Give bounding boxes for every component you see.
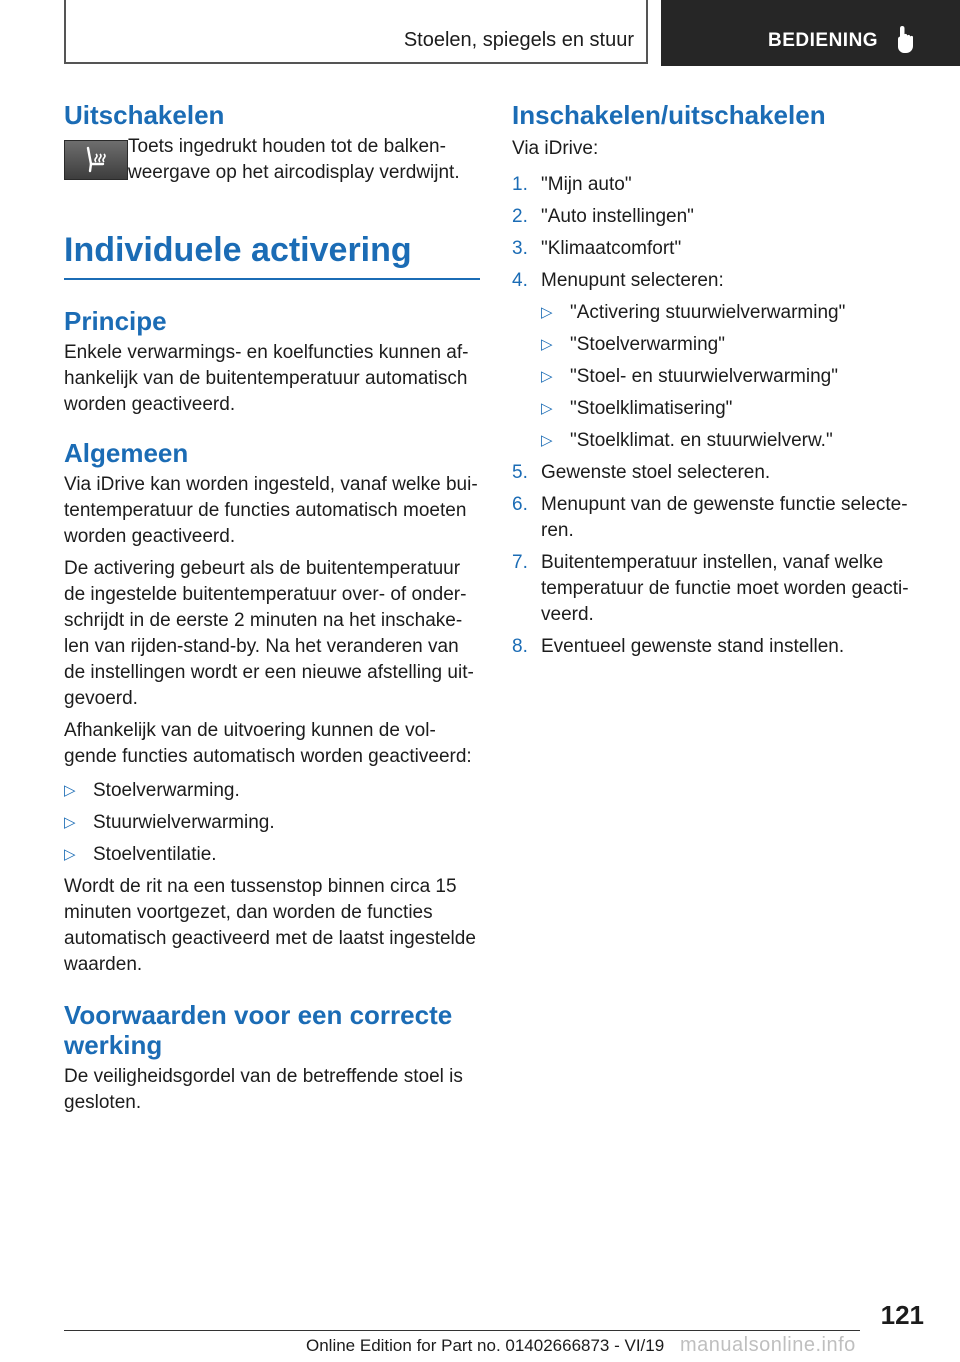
step-item: 7. Buitentemperatuur instellen, vanaf welke temperatuur de functie moet worden geactiveerd. [512, 552, 909, 625]
idrive-intro: Via iDrive: [512, 138, 599, 159]
auto-functions-list [64, 778, 480, 868]
right-column [512, 100, 924, 666]
bullet-triangle-icon: ▷ [64, 846, 76, 863]
steps-list [512, 172, 924, 660]
algemeen-paragraph-3: Afhankelijk van de uitvoering kunnen de volgende functies automatisch worden geactiveerd: [64, 720, 472, 767]
edition-text: Online Edition for Part no. 01402666873 - VI/19 [306, 1336, 665, 1355]
header-chapter-box [64, 0, 648, 64]
bullet-triangle-icon: ▷ [541, 432, 553, 449]
bullet-triangle-icon: ▷ [64, 814, 76, 831]
step-item: 5. Gewenste stoel selecteren. [512, 462, 771, 483]
algemeen-paragraph-1: Via iDrive kan worden ingesteld, vanaf welke buitentemperatuur de functies automatisch moeten worden geactiveerd. [64, 474, 478, 547]
page-number: 121 [880, 1300, 924, 1330]
list-item: ▷ Stoelventilatie. [64, 842, 480, 868]
bullet-triangle-icon: ▷ [64, 782, 76, 799]
list-item: ▷ "Stoelverwarming" [541, 332, 924, 358]
bullet-triangle-icon: ▷ [541, 304, 553, 321]
algemeen-paragraph-2: De activering gebeurt als de buitentemperatuur de ingestelde buitentemperatuur over- of onderschrijdt in de eerste 2 minuten na het inschakelen van rijden-stand-by. Na het veranderen van de instellingen wordt er een nieuwe afstelling uitgevoerd. [64, 558, 474, 709]
list-item: ▷ "Stoel- en stuurwielverwarming" [541, 364, 924, 390]
list-item: ▷ Stoelverwarming. [64, 778, 480, 804]
bullet-triangle-icon: ▷ [541, 400, 553, 417]
step-item: 1. "Mijn auto" [512, 174, 632, 195]
left-column [64, 100, 480, 1116]
section-tab [661, 0, 960, 66]
seat-climate-button-icon [64, 140, 128, 180]
uitschakelen-heading: Uitschakelen [64, 100, 225, 130]
list-item: ▷ "Stoelklimatisering" [541, 396, 924, 422]
step-item: 2. "Auto instellingen" [512, 206, 694, 227]
voorwaarden-heading: Voorwaarden voor een correcte werking [64, 1000, 453, 1060]
section-tab-label: BEDIENING [768, 30, 879, 51]
voorwaarden-text: De veiligheidsgordel van de betreffende stoel is gesloten. [64, 1066, 463, 1113]
uitschakelen-text: Toets ingedrukt houden tot de balkenweergave op het aircodisplay verdwijnt. [128, 136, 460, 183]
algemeen-paragraph-4: Wordt de rit na een tussenstop binnen circa 15 minuten voortgezet, dan worden de functies automatisch geactiveerd met de laatst ingestelde waarden. [64, 876, 476, 975]
bullet-triangle-icon: ▷ [541, 336, 553, 353]
step-item: 8. Eventueel gewenste stand instellen. [512, 636, 845, 657]
watermark: manualsonline.info [680, 1334, 856, 1356]
bullet-triangle-icon: ▷ [541, 368, 553, 385]
section-title: Individuele activering [64, 230, 480, 280]
list-item: ▷ Stuurwielverwarming. [64, 810, 480, 836]
pointing-hand-icon [894, 24, 920, 56]
algemeen-heading: Algemeen [64, 438, 189, 468]
list-item: ▷ "Stoelklimat. en stuurwielverw." [541, 428, 924, 454]
inschakelen-heading: Inschakelen/uitschakelen [512, 100, 826, 130]
step-item: 3. "Klimaatcomfort" [512, 238, 682, 259]
uitschakelen-row [64, 134, 480, 186]
principe-heading: Principe [64, 306, 167, 336]
step-item: 6. Menupunt van de gewenste functie selecteren. [512, 494, 908, 541]
step-item: 4. Menupunt selecteren: ▷ "Activering stuurwielverwarming" ▷ "Stoelverwarming" ▷ "Stoel- en stuurwielverwarming" ▷ "Stoelklimatisering" ▷ "Stoelklimat. en stuurwielverw." [512, 268, 924, 454]
footer-divider [64, 1330, 860, 1331]
chapter-title: Stoelen, spiegels en stuur [403, 29, 634, 51]
list-item: ▷ "Activering stuurwielverwarming" [541, 300, 924, 326]
menu-options-list [541, 300, 924, 454]
principe-text: Enkele verwarmings- en koelfuncties kunnen afhankelijk van de buitentemperatuur automatisch worden geactiveerd. [64, 342, 469, 415]
seat-icon [79, 145, 113, 177]
